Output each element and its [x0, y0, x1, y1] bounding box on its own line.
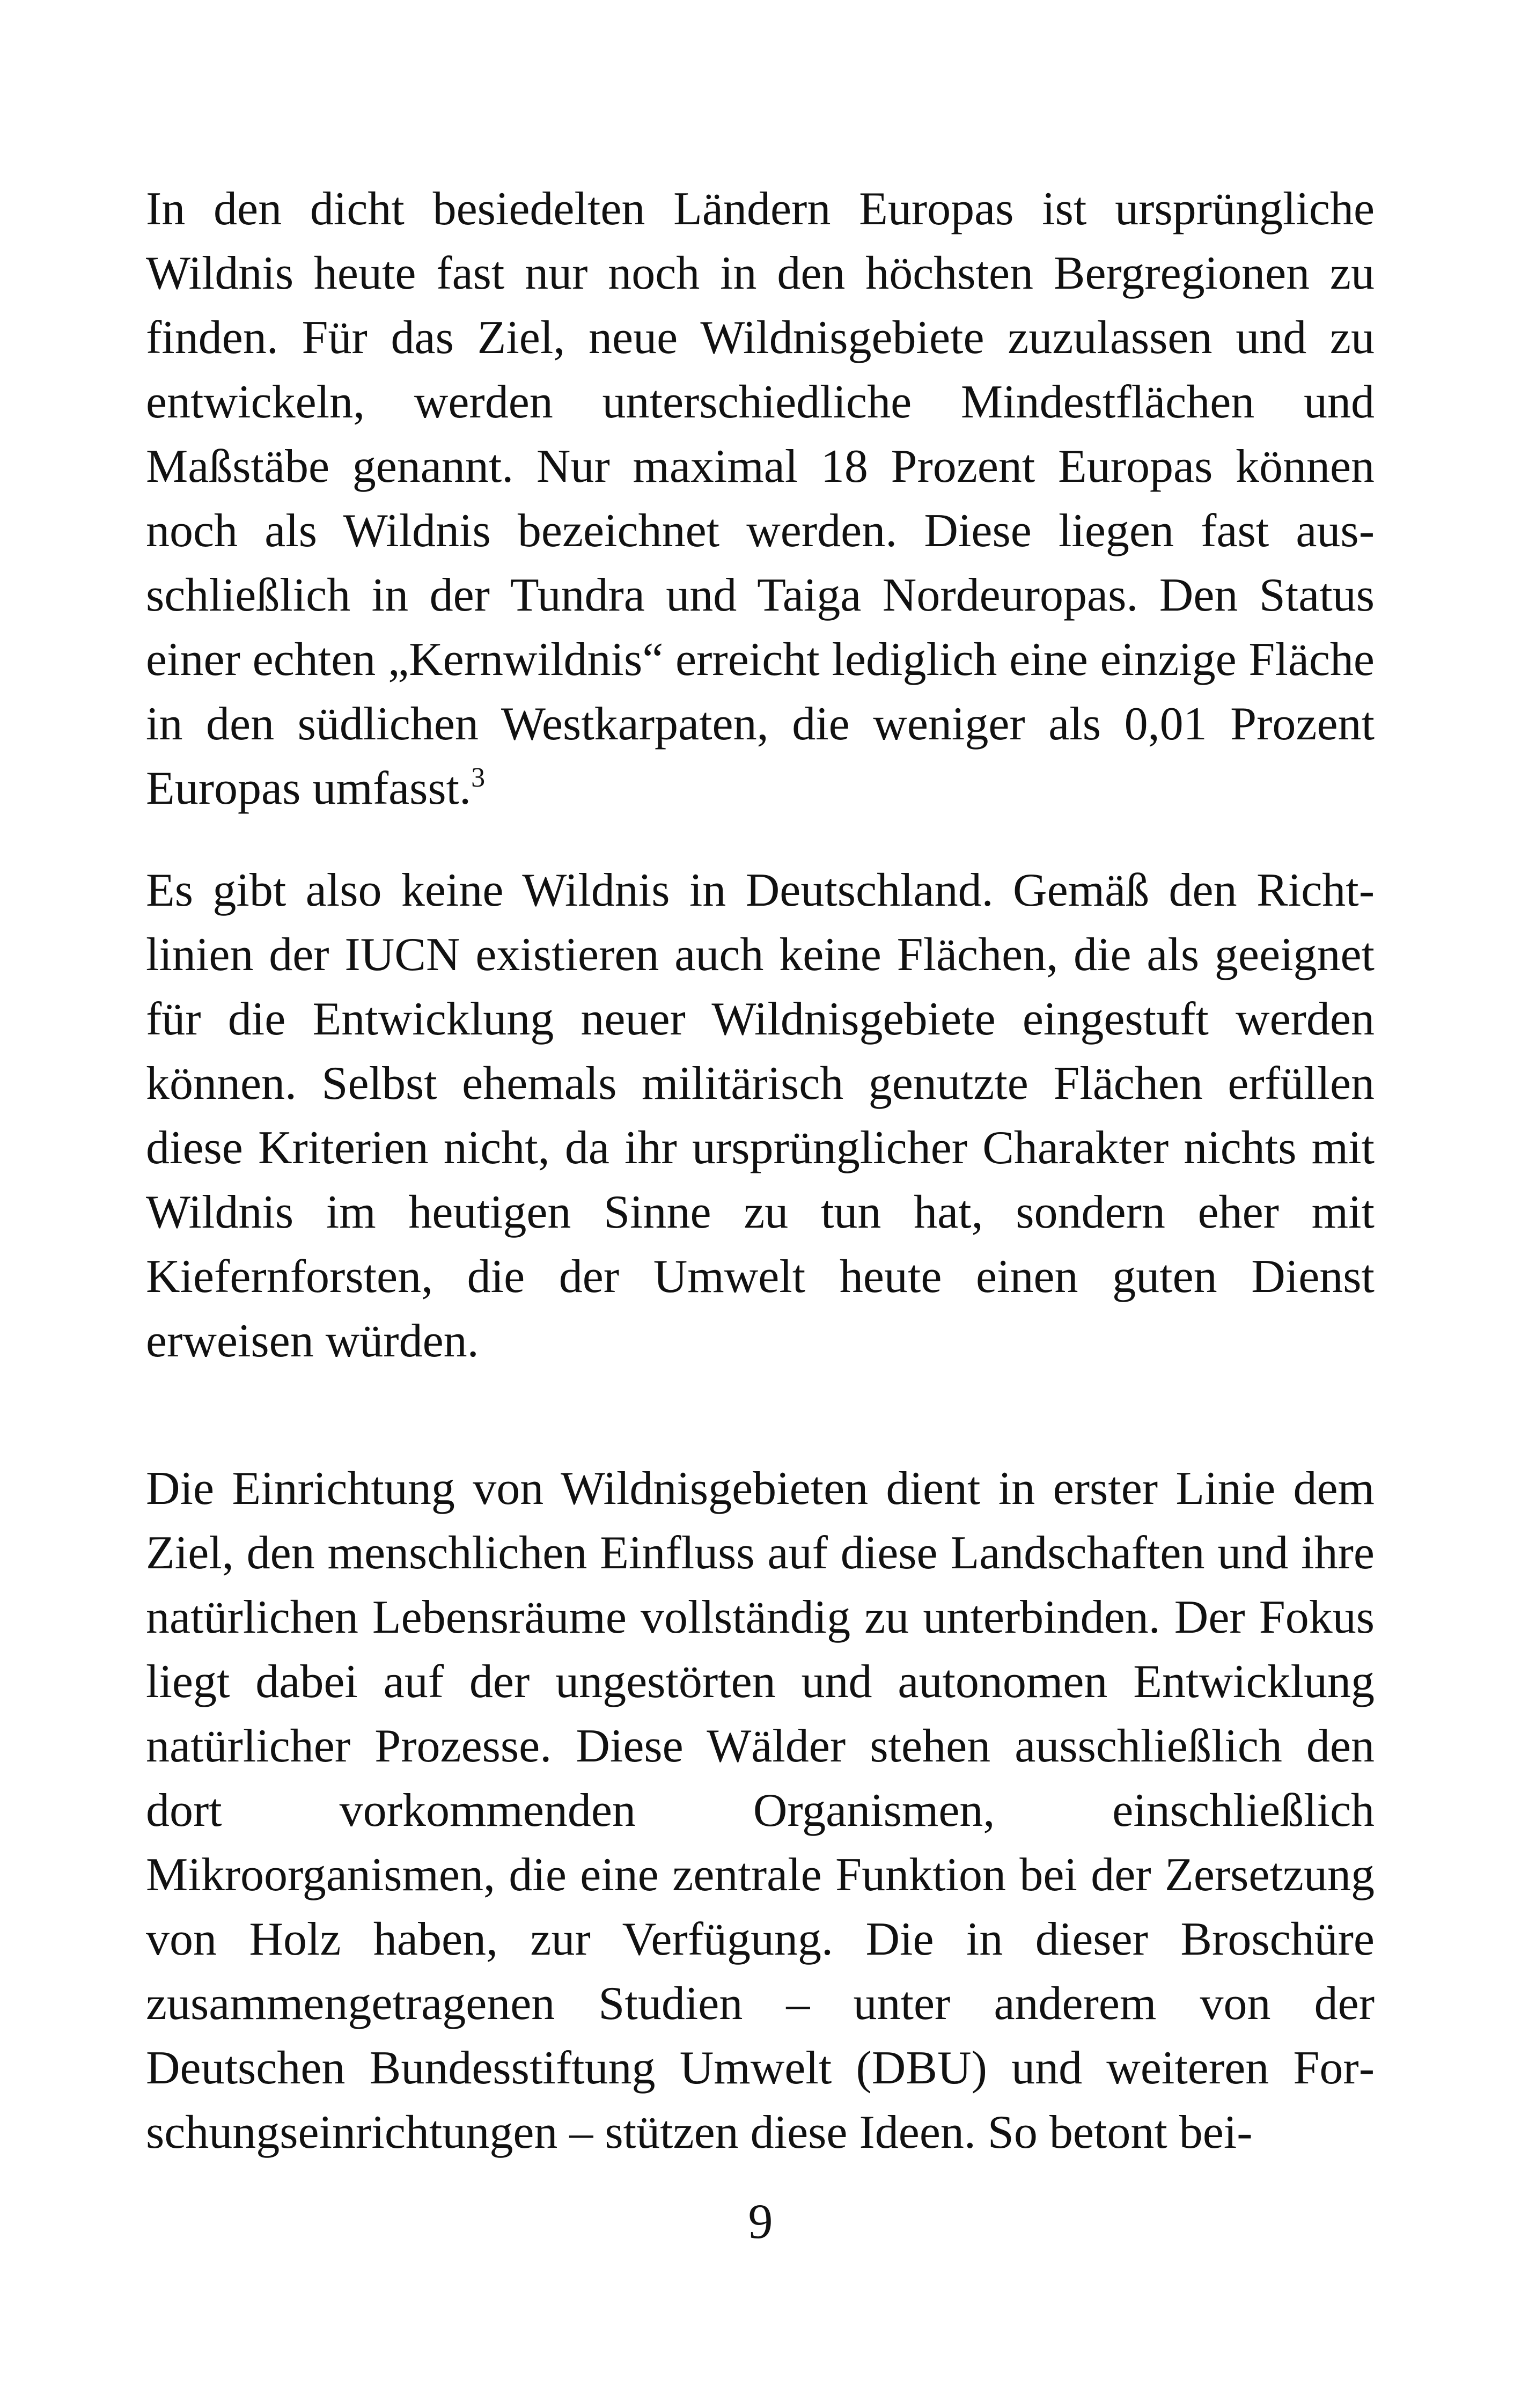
paragraph-wilderness-goals [146, 1457, 1375, 2165]
paragraph-text: Die Einrichtung von Wildnisgebieten dient in erster Linie dem Ziel, den menschlichen Einfluss auf diese Landschaften und ihre natürlichen Lebensräume vollständig zu unterbinden. Der Fokus liegt dabei auf der ungestörten und autonomen Entwicklung natürlicher Prozesse. Diese Wälder stehen ausschließlich den dort vorkommenden Organismen, einschließlich Mikroorganismen, die eine zentrale Funktion bei der Zersetzung von Holz haben, zur Verfügung. Die in dieser Broschüre zusammengetragenen Studien – unter anderem von der Deutschen Bundesstiftung Umwelt (DBU) und weiteren Forschungseinrichtungen – stützen diese Ideen. So betont bei- [146, 1463, 1375, 2159]
paragraph-wilderness-europe [146, 177, 1375, 821]
page-number: 9 [748, 2194, 773, 2249]
paragraph-text: In den dicht besiedelten Ländern Europas ist ursprüngliche Wildnis heute fast nur noch in den höchsten Bergregionen zu finden. Für das Ziel, neue Wildnisgebiete zuzulassen und zu entwickeln, werden unterschiedliche Mindestflächen und Maßstäbe genannt. Nur maximal 18 Prozent Europas können noch als Wildnis bezeichnet werden. Diese liegen fast ausschließlich in der Tundra und Taiga Nordeuropas. Den Status einer echten „Kernwildnis“ erreicht lediglich eine einzige Fläche in den südlichen Westkarpaten, die weniger als 0,01 Prozent Europas umfasst. [146, 183, 1375, 814]
footnote-marker[interactable]: 3 [471, 762, 486, 793]
paragraph-no-wilderness-germany [146, 858, 1375, 1374]
paragraph-text: Es gibt also keine Wildnis in Deutschland. Gemäß den Richtlinien der IUCN existieren auch keine Flächen, die als geeignet für die Entwicklung neuer Wildnisgebiete eingestuft werden können. Selbst ehemals militärisch genutzte Flächen erfüllen diese Kriterien nicht, da ihr ursprünglicher Charakter nichts mit Wildnis im heutigen Sinne zu tun hat, sondern eher mit Kiefernforsten, die der Umwelt heute einen guten Dienst erweisen würden. [146, 864, 1375, 1367]
